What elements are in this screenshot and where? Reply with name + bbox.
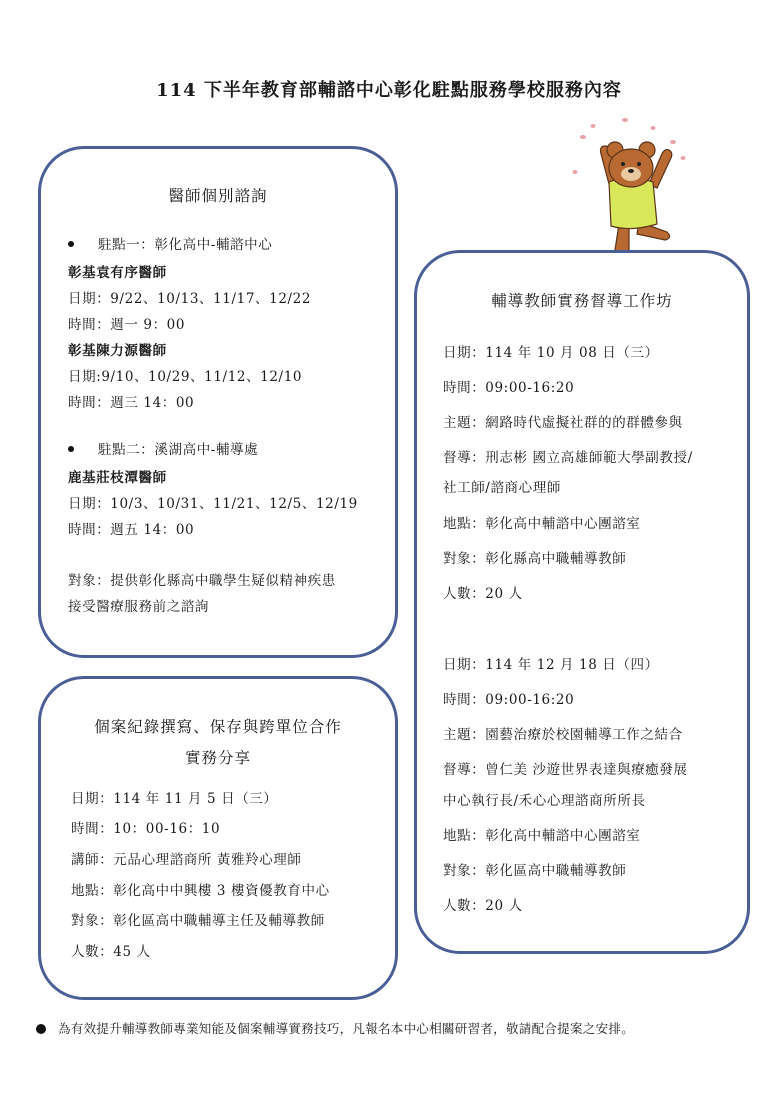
page-title: 114 下半年教育部輔諮中心彰化駐點服務學校服務內容: [156, 80, 622, 101]
session2-date: 日期：114 年 12 月 18 日（四）: [443, 657, 659, 673]
site1-doctor-a: 彰基袁有序醫師: [68, 265, 167, 281]
site2-doctor: 鹿基莊枝潭醫師: [68, 470, 167, 486]
footer-note: 為有效提升輔導教師專業知能及個案輔導實務技巧，凡報名本中心相關研習者，敬請配合提案之安排。: [58, 1021, 635, 1036]
supervision-workshop-box: [414, 250, 750, 954]
session1-count: 人數：20 人: [443, 586, 523, 602]
site1-time-b: 時間：週三 14：00: [68, 395, 195, 411]
site2-label: 駐點二：溪湖高中-輔導處: [98, 442, 259, 458]
session2-supervisor1: 督導：曾仁美 沙遊世界表達與療癒發展: [443, 762, 688, 778]
case-record-title-line1: 個案紀錄撰寫、保存與跨單位合作: [94, 718, 342, 736]
site1-label: 駐點一：彰化高中-輔諮中心: [98, 237, 273, 253]
site1-date-b: 日期:9/10、10/29、11/12、12/10: [68, 369, 303, 385]
site1-date-a: 日期：9/22、10/13、11/17、12/22: [68, 291, 312, 307]
doctor-consultation-title: 醫師個別諮詢: [168, 187, 268, 205]
site1-doctor-b: 彰基陳力源醫師: [68, 343, 167, 359]
session2-topic: 主題：園藝治療於校園輔導工作之結合: [443, 727, 683, 743]
session1-supervisor1: 督導：刑志彬 國立高雄師範大學副教授/: [443, 450, 693, 466]
session1-topic: 主題：網路時代虛擬社群的的群體參與: [443, 415, 683, 431]
footer-bullet-icon: [36, 1024, 46, 1034]
case-record-place: 地點：彰化高中中興樓 3 樓資優教育中心: [71, 883, 330, 899]
case-record-time: 時間：10：00-16：10: [71, 821, 221, 837]
site2-date: 日期：10/3、10/31、11/21、12/5、12/19: [68, 496, 358, 512]
session2-target: 對象：彰化區高中職輔導教師: [443, 863, 627, 879]
session1-time: 時間：09:00-16:20: [443, 380, 575, 396]
supervision-workshop-title: 輔導教師實務督導工作坊: [491, 292, 673, 310]
session2-supervisor2: 中心執行長/禾心心理諮商所所長: [443, 793, 646, 809]
doctor-consultation-box: [38, 146, 398, 658]
bullet-icon: [68, 446, 74, 452]
bullet-icon: [68, 241, 74, 247]
case-record-target: 對象：彰化區高中職輔導主任及輔導教師: [71, 913, 325, 929]
session2-time: 時間：09:00-16:20: [443, 692, 575, 708]
site1-time-a: 時間：週一 9：00: [68, 317, 186, 333]
session2-place: 地點：彰化高中輔諮中心團諮室: [443, 828, 641, 844]
target-line1: 對象：提供彰化縣高中職學生疑似精神疾患: [68, 573, 336, 589]
site2-time: 時間：週五 14：00: [68, 522, 195, 538]
session1-date: 日期：114 年 10 月 08 日（三）: [443, 345, 659, 361]
session1-place: 地點：彰化高中輔諮中心團諮室: [443, 516, 641, 532]
session1-supervisor2: 社工師/諮商心理師: [443, 480, 561, 496]
session2-count: 人數：20 人: [443, 898, 523, 914]
case-record-count: 人數：45 人: [71, 944, 151, 960]
case-record-lecturer: 講師：元品心理諮商所 黃雅羚心理師: [71, 852, 302, 868]
case-record-date: 日期：114 年 11 月 5 日（三）: [71, 791, 278, 807]
bear-illustration: [565, 112, 693, 254]
session1-target: 對象：彰化縣高中職輔導教師: [443, 551, 627, 567]
case-record-box: [38, 676, 398, 1000]
target-line2: 接受醫療服務前之諮詢: [68, 599, 209, 615]
case-record-title-line2: 實務分享: [184, 749, 251, 767]
